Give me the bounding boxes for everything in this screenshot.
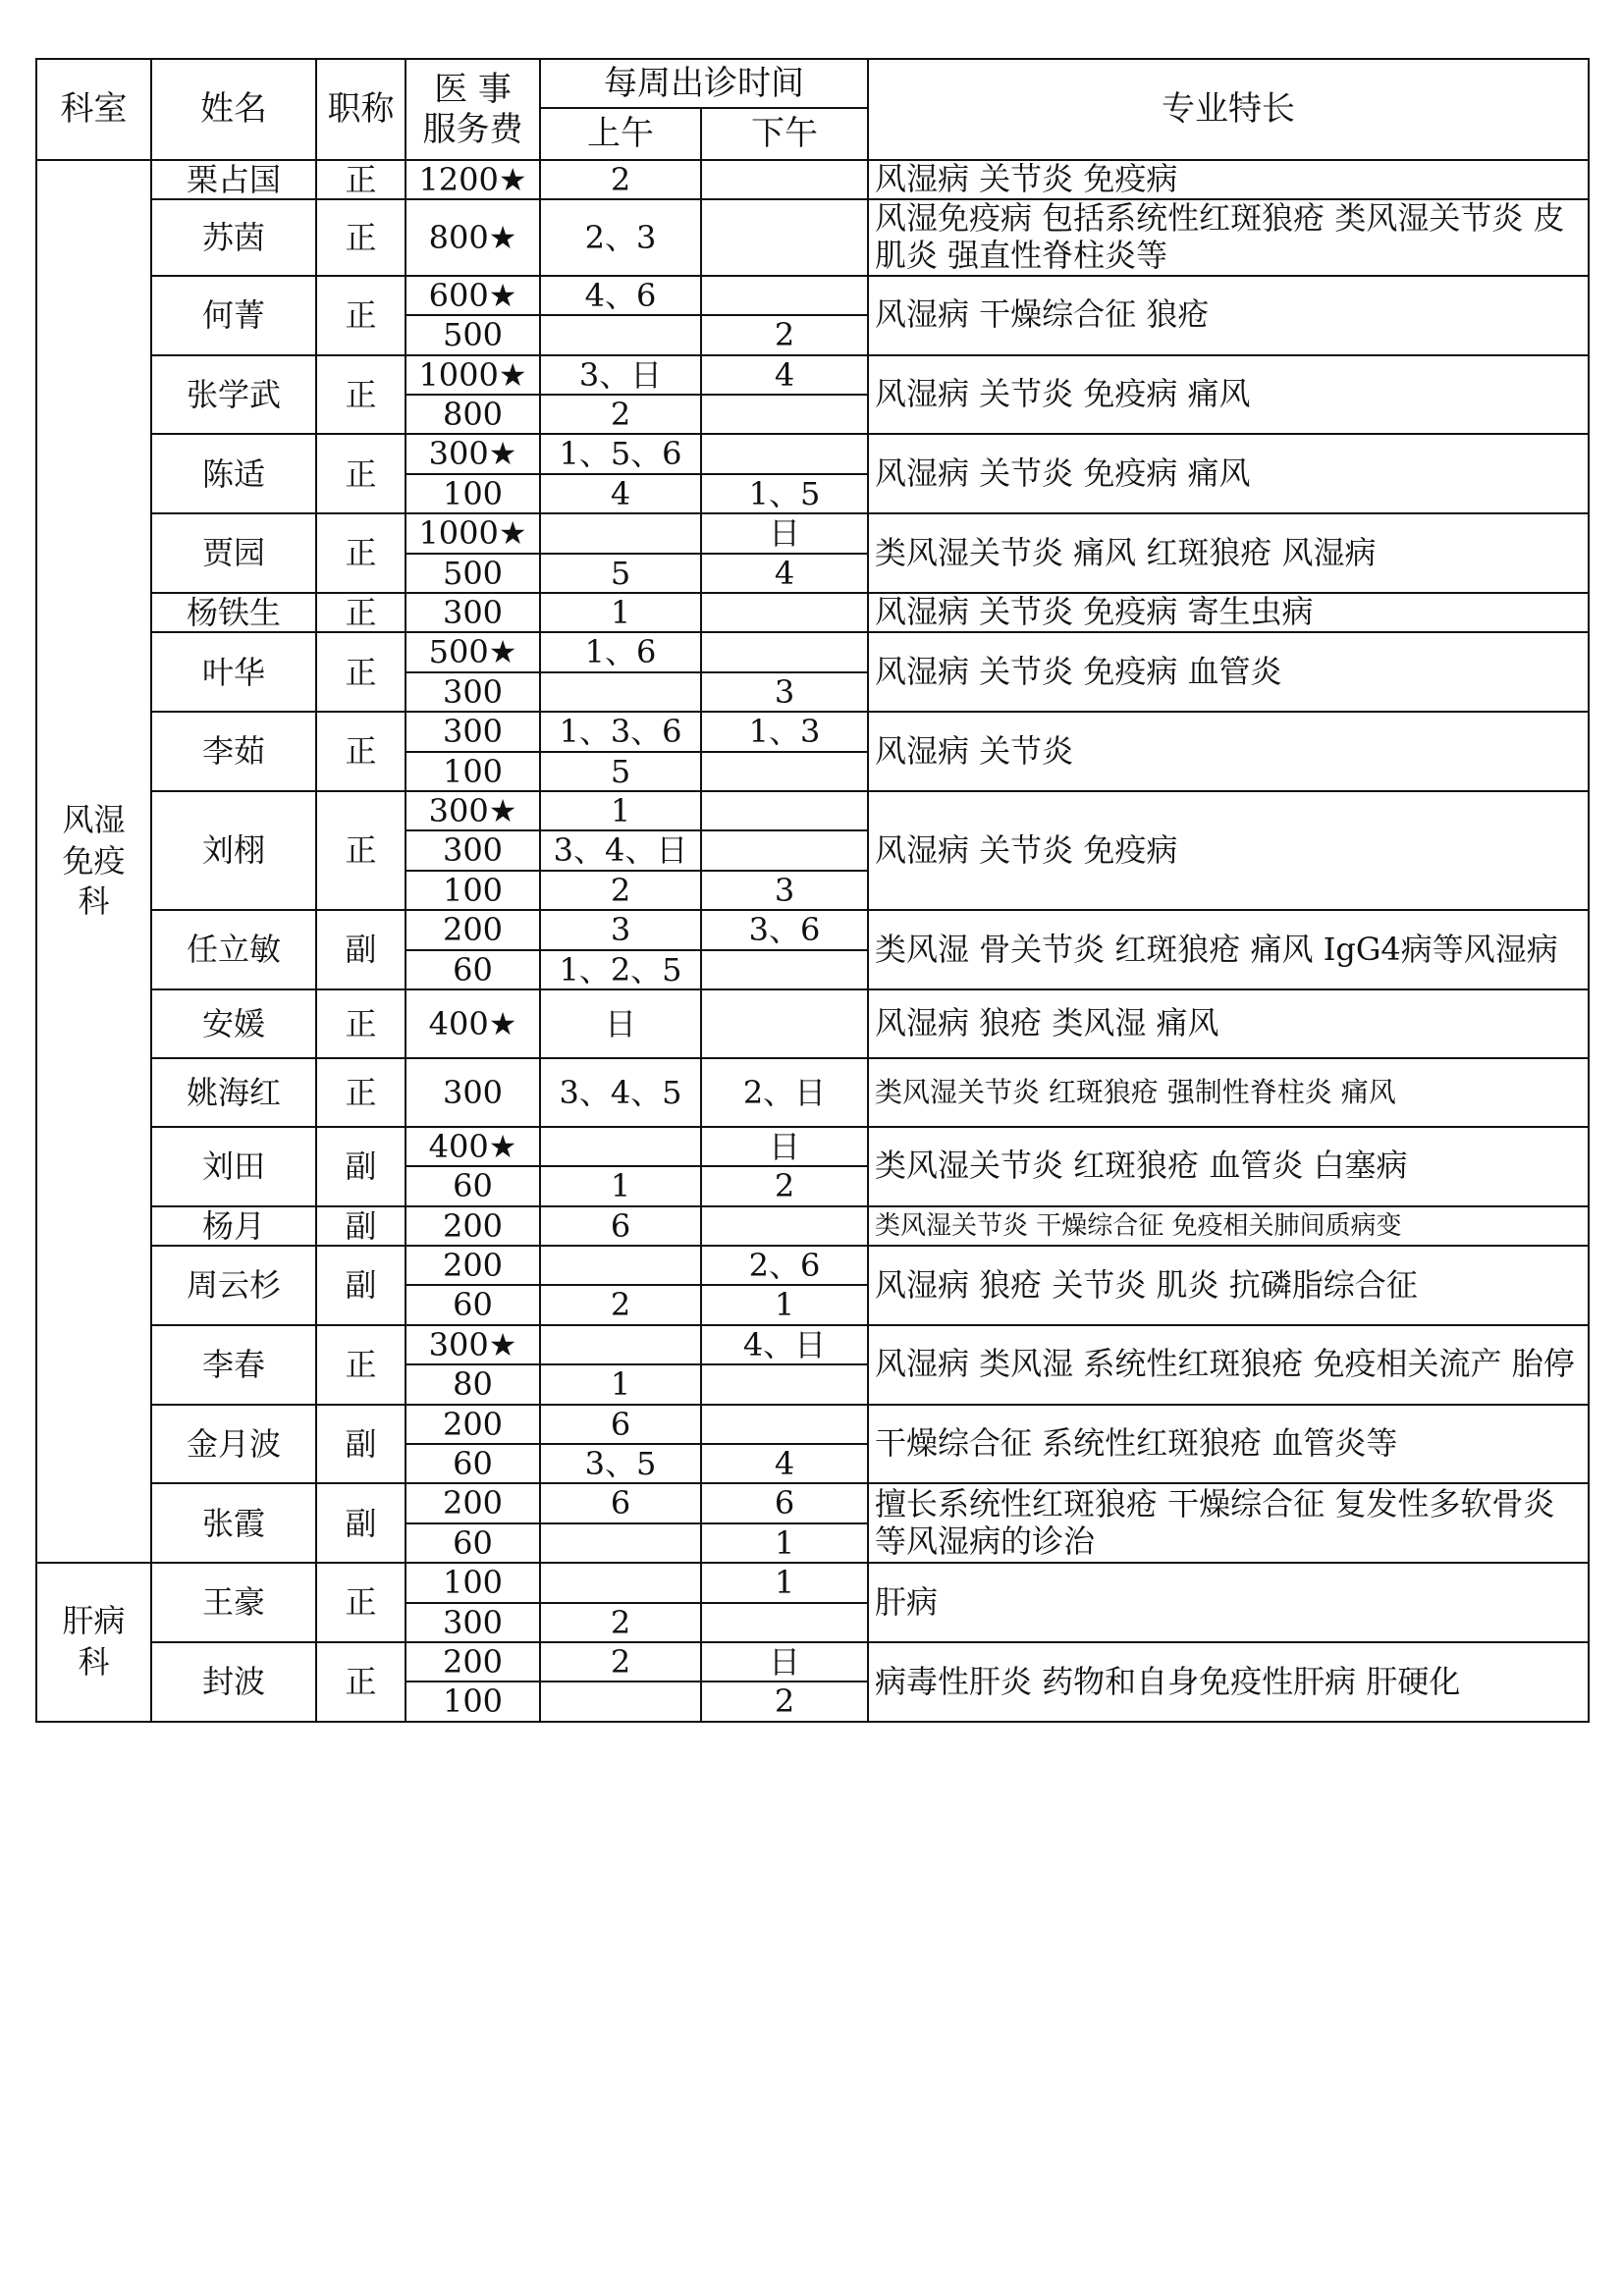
clinic-schedule-table	[35, 58, 1590, 1723]
afternoon-slots	[701, 1603, 868, 1642]
afternoon-slots: 日	[701, 1127, 868, 1166]
service-fee: 1000★	[406, 355, 540, 395]
table-row	[36, 1325, 1589, 1364]
specialty: 风湿病 关节炎 免疫病 痛风	[868, 355, 1589, 435]
specialty: 类风湿关节炎 红斑狼疮 血管炎 白塞病	[868, 1127, 1589, 1206]
service-fee: 100	[406, 871, 540, 910]
afternoon-slots	[701, 791, 868, 830]
specialty: 风湿病 狼疮 类风湿 痛风	[868, 989, 1589, 1058]
doctor-title: 正	[316, 355, 406, 435]
morning-slots	[540, 1246, 701, 1285]
table-row	[36, 632, 1589, 671]
service-fee: 300	[406, 830, 540, 870]
morning-slots	[540, 672, 701, 712]
service-fee: 60	[406, 1285, 540, 1324]
morning-slots: 1、3、6	[540, 712, 701, 751]
header-name: 姓名	[151, 59, 316, 160]
specialty: 风湿病 狼疮 关节炎 肌炎 抗磷脂综合征	[868, 1246, 1589, 1325]
morning-slots: 1、2、5	[540, 950, 701, 989]
morning-slots: 6	[540, 1206, 701, 1246]
table-row	[36, 712, 1589, 751]
doctor-title: 副	[316, 1483, 406, 1563]
table-row	[36, 989, 1589, 1058]
doctor-name: 张学武	[151, 355, 316, 435]
doctor-name: 李茹	[151, 712, 316, 791]
table-row	[36, 593, 1589, 632]
afternoon-slots	[701, 752, 868, 791]
morning-slots: 5	[540, 752, 701, 791]
header-pm: 下午	[701, 108, 868, 160]
morning-slots	[540, 1523, 701, 1563]
afternoon-slots: 2	[701, 1682, 868, 1721]
morning-slots: 1、6	[540, 632, 701, 671]
afternoon-slots: 1、5	[701, 474, 868, 513]
afternoon-slots: 4	[701, 355, 868, 395]
service-fee: 300	[406, 672, 540, 712]
morning-slots: 6	[540, 1483, 701, 1522]
doctor-name: 栗占国	[151, 160, 316, 199]
header-specialty: 专业特长	[868, 59, 1589, 160]
doctor-name: 叶华	[151, 632, 316, 712]
afternoon-slots: 4	[701, 554, 868, 593]
specialty: 病毒性肝炎 药物和自身免疫性肝病 肝硬化	[868, 1642, 1589, 1722]
afternoon-slots: 2	[701, 315, 868, 354]
afternoon-slots	[701, 950, 868, 989]
service-fee: 100	[406, 1682, 540, 1721]
service-fee: 300★	[406, 434, 540, 473]
doctor-title: 副	[316, 1206, 406, 1246]
afternoon-slots	[701, 989, 868, 1058]
afternoon-slots: 3	[701, 871, 868, 910]
specialty: 类风湿关节炎 痛风 红斑狼疮 风湿病	[868, 513, 1589, 593]
service-fee: 100	[406, 474, 540, 513]
doctor-name: 金月波	[151, 1405, 316, 1484]
table-row	[36, 791, 1589, 830]
dept-cell: 风湿免疫科	[36, 160, 151, 1563]
morning-slots: 1	[540, 1166, 701, 1205]
doctor-name: 杨月	[151, 1206, 316, 1246]
service-fee: 300	[406, 712, 540, 751]
morning-slots: 3、4、日	[540, 830, 701, 870]
service-fee: 300★	[406, 1325, 540, 1364]
schedule-body	[36, 160, 1589, 1722]
doctor-name: 刘栩	[151, 791, 316, 910]
morning-slots: 3、5	[540, 1444, 701, 1483]
table-row	[36, 199, 1589, 276]
afternoon-slots: 4	[701, 1444, 868, 1483]
morning-slots: 2	[540, 1285, 701, 1324]
service-fee: 100	[406, 752, 540, 791]
doctor-name: 周云杉	[151, 1246, 316, 1325]
specialty: 风湿免疫病 包括系统性红斑狼疮 类风湿关节炎 皮肌炎 强直性脊柱炎等	[868, 199, 1589, 276]
specialty: 风湿病 关节炎 免疫病	[868, 791, 1589, 910]
doctor-name: 杨铁生	[151, 593, 316, 632]
specialty: 类风湿 骨关节炎 红斑狼疮 痛风 IgG4病等风湿病	[868, 910, 1589, 989]
service-fee: 60	[406, 1444, 540, 1483]
doctor-title: 正	[316, 1563, 406, 1642]
doctor-name: 安媛	[151, 989, 316, 1058]
doctor-name: 封波	[151, 1642, 316, 1722]
morning-slots: 1	[540, 593, 701, 632]
afternoon-slots: 2、6	[701, 1246, 868, 1285]
doctor-title: 正	[316, 593, 406, 632]
morning-slots	[540, 1563, 701, 1602]
specialty: 风湿病 关节炎 免疫病 寄生虫病	[868, 593, 1589, 632]
service-fee: 800★	[406, 199, 540, 276]
specialty: 风湿病 干燥综合征 狼疮	[868, 276, 1589, 355]
morning-slots	[540, 1127, 701, 1166]
table-row	[36, 1483, 1589, 1522]
doctor-name: 张霞	[151, 1483, 316, 1563]
afternoon-slots	[701, 395, 868, 434]
morning-slots: 1、5、6	[540, 434, 701, 473]
table-row	[36, 160, 1589, 199]
afternoon-slots: 3、6	[701, 910, 868, 949]
specialty: 肝病	[868, 1563, 1589, 1642]
afternoon-slots: 1	[701, 1285, 868, 1324]
table-row	[36, 1206, 1589, 1246]
doctor-title: 正	[316, 160, 406, 199]
service-fee: 200	[406, 910, 540, 949]
doctor-name: 陈适	[151, 434, 316, 513]
table-row	[36, 513, 1589, 553]
afternoon-slots: 1	[701, 1523, 868, 1563]
afternoon-slots: 3	[701, 672, 868, 712]
doctor-title: 正	[316, 276, 406, 355]
doctor-name: 何菁	[151, 276, 316, 355]
morning-slots: 3、4、5	[540, 1058, 701, 1127]
afternoon-slots	[701, 593, 868, 632]
afternoon-slots	[701, 199, 868, 276]
doctor-title: 副	[316, 1246, 406, 1325]
afternoon-slots	[701, 434, 868, 473]
header-title: 职称	[316, 59, 406, 160]
table-row	[36, 1642, 1589, 1682]
service-fee: 600★	[406, 276, 540, 315]
afternoon-slots	[701, 1364, 868, 1404]
afternoon-slots	[701, 632, 868, 671]
morning-slots	[540, 513, 701, 553]
morning-slots: 4、6	[540, 276, 701, 315]
specialty: 擅长系统性红斑狼疮 干燥综合征 复发性多软骨炎等风湿病的诊治	[868, 1483, 1589, 1563]
service-fee: 1000★	[406, 513, 540, 553]
morning-slots: 日	[540, 989, 701, 1058]
doctor-title: 正	[316, 989, 406, 1058]
doctor-title: 副	[316, 1127, 406, 1206]
table-row	[36, 910, 1589, 949]
afternoon-slots	[701, 830, 868, 870]
morning-slots: 4	[540, 474, 701, 513]
service-fee: 60	[406, 1523, 540, 1563]
header-am: 上午	[540, 108, 701, 160]
service-fee: 200	[406, 1246, 540, 1285]
service-fee: 200	[406, 1206, 540, 1246]
doctor-title: 副	[316, 1405, 406, 1484]
afternoon-slots: 2、日	[701, 1058, 868, 1127]
header-fee: 医 事 服务费	[406, 59, 540, 160]
morning-slots: 2	[540, 871, 701, 910]
doctor-name: 王豪	[151, 1563, 316, 1642]
morning-slots: 2、3	[540, 199, 701, 276]
service-fee: 500	[406, 315, 540, 354]
morning-slots: 1	[540, 1364, 701, 1404]
doctor-title: 正	[316, 712, 406, 791]
afternoon-slots: 6	[701, 1483, 868, 1522]
service-fee: 300★	[406, 791, 540, 830]
doctor-title: 正	[316, 1058, 406, 1127]
afternoon-slots: 1、3	[701, 712, 868, 751]
morning-slots: 3、日	[540, 355, 701, 395]
header-schedule: 每周出诊时间	[540, 59, 868, 108]
morning-slots	[540, 1682, 701, 1721]
service-fee: 800	[406, 395, 540, 434]
doctor-title: 正	[316, 434, 406, 513]
table-row	[36, 276, 1589, 315]
morning-slots: 2	[540, 1642, 701, 1682]
morning-slots	[540, 315, 701, 354]
table-row	[36, 1246, 1589, 1285]
table-row	[36, 1127, 1589, 1166]
table-row	[36, 434, 1589, 473]
service-fee: 300	[406, 593, 540, 632]
doctor-title: 副	[316, 910, 406, 989]
service-fee: 300	[406, 1603, 540, 1642]
doctor-title: 正	[316, 632, 406, 712]
morning-slots: 5	[540, 554, 701, 593]
specialty: 干燥综合征 系统性红斑狼疮 血管炎等	[868, 1405, 1589, 1484]
specialty: 类风湿关节炎 红斑狼疮 强制性脊柱炎 痛风	[868, 1058, 1589, 1127]
morning-slots: 2	[540, 160, 701, 199]
dept-cell: 肝病科	[36, 1563, 151, 1722]
doctor-name: 苏茵	[151, 199, 316, 276]
doctor-title: 正	[316, 1325, 406, 1405]
service-fee: 60	[406, 1166, 540, 1205]
doctor-name: 李春	[151, 1325, 316, 1405]
doctor-title: 正	[316, 513, 406, 593]
service-fee: 200	[406, 1642, 540, 1682]
service-fee: 200	[406, 1405, 540, 1444]
service-fee: 60	[406, 950, 540, 989]
morning-slots: 6	[540, 1405, 701, 1444]
morning-slots: 2	[540, 1603, 701, 1642]
service-fee: 400★	[406, 989, 540, 1058]
afternoon-slots: 日	[701, 1642, 868, 1682]
service-fee: 500	[406, 554, 540, 593]
morning-slots	[540, 1325, 701, 1364]
doctor-name: 贾园	[151, 513, 316, 593]
morning-slots: 1	[540, 791, 701, 830]
service-fee: 300	[406, 1058, 540, 1127]
specialty: 风湿病 关节炎 免疫病	[868, 160, 1589, 199]
specialty: 风湿病 关节炎	[868, 712, 1589, 791]
table-row	[36, 1058, 1589, 1127]
afternoon-slots: 2	[701, 1166, 868, 1205]
afternoon-slots	[701, 276, 868, 315]
doctor-title: 正	[316, 199, 406, 276]
doctor-name: 刘田	[151, 1127, 316, 1206]
afternoon-slots	[701, 1206, 868, 1246]
specialty: 风湿病 关节炎 免疫病 痛风	[868, 434, 1589, 513]
afternoon-slots: 4、日	[701, 1325, 868, 1364]
afternoon-slots: 日	[701, 513, 868, 553]
morning-slots: 2	[540, 395, 701, 434]
doctor-name: 姚海红	[151, 1058, 316, 1127]
doctor-name: 任立敏	[151, 910, 316, 989]
table-row	[36, 1563, 1589, 1602]
afternoon-slots: 1	[701, 1563, 868, 1602]
service-fee: 200	[406, 1483, 540, 1522]
table-row	[36, 355, 1589, 395]
service-fee: 100	[406, 1563, 540, 1602]
table-row	[36, 1405, 1589, 1444]
service-fee: 1200★	[406, 160, 540, 199]
doctor-title: 正	[316, 791, 406, 910]
afternoon-slots	[701, 160, 868, 199]
service-fee: 500★	[406, 632, 540, 671]
specialty: 类风湿关节炎 干燥综合征 免疫相关肺间质病变	[868, 1206, 1589, 1246]
header-dept: 科室	[36, 59, 151, 160]
specialty: 风湿病 类风湿 系统性红斑狼疮 免疫相关流产 胎停	[868, 1325, 1589, 1405]
service-fee: 80	[406, 1364, 540, 1404]
service-fee: 400★	[406, 1127, 540, 1166]
doctor-title: 正	[316, 1642, 406, 1722]
specialty: 风湿病 关节炎 免疫病 血管炎	[868, 632, 1589, 712]
afternoon-slots	[701, 1405, 868, 1444]
morning-slots: 3	[540, 910, 701, 949]
